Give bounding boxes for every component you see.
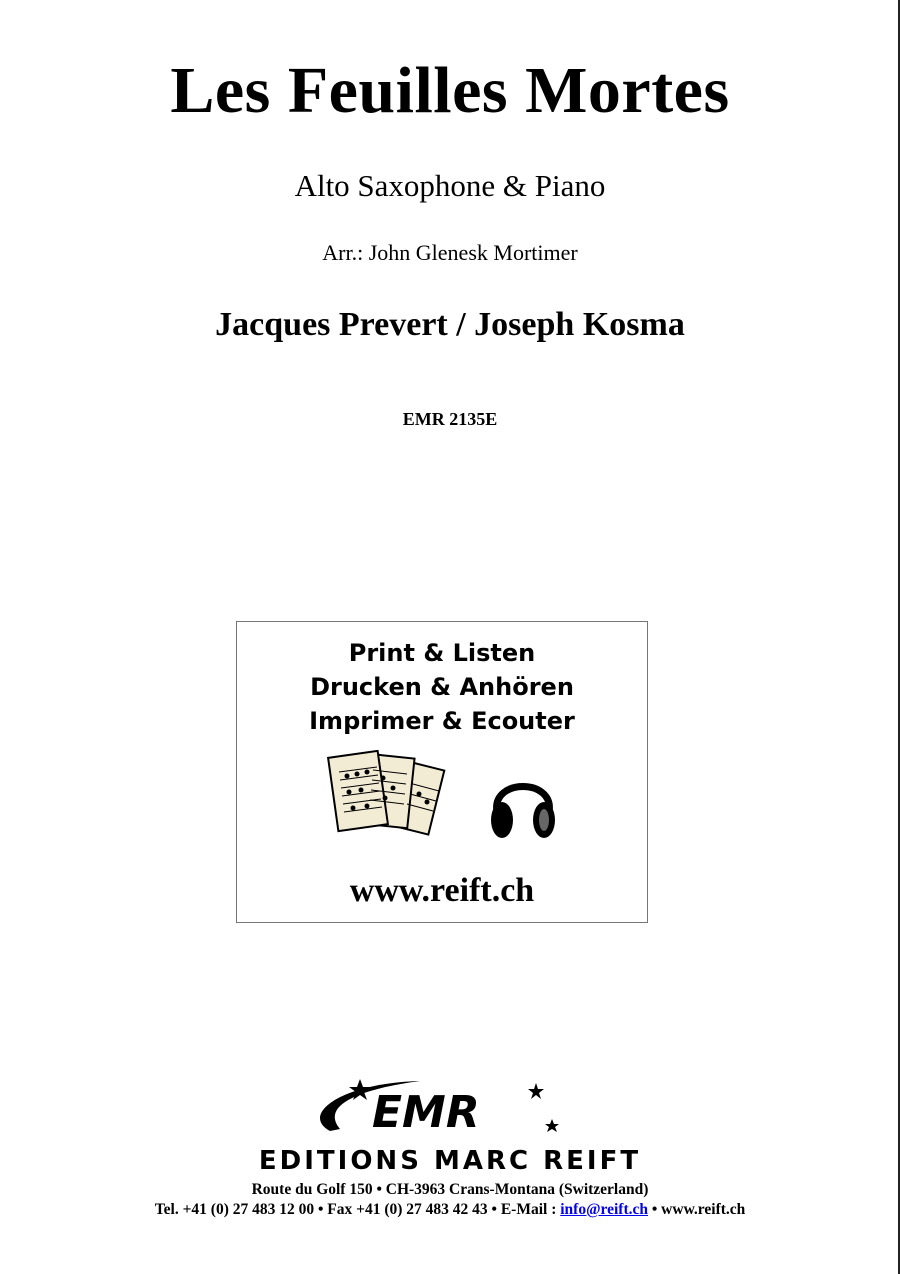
emr-logo: [300, 1075, 580, 1145]
headphones-icon: [487, 764, 559, 844]
instrumentation: Alto Saxophone & Piano: [294, 168, 606, 203]
contact-phone-fax: Tel. +41 (0) 27 483 12 00 • Fax +41 (0) 27 483 42 43 • E-Mail :: [154, 1201, 557, 1218]
contact-website: • www.reift.ch: [651, 1201, 746, 1218]
publisher-address: Route du Golf 150 • CH-3963 Crans-Montana (Switzerland): [251, 1181, 649, 1198]
publisher-contact: [0, 1202, 900, 1218]
promo-line-french: Imprimer & Ecouter: [309, 707, 575, 735]
sheet-music-icon: [327, 750, 455, 844]
emr-logo-text: EMR: [372, 1087, 480, 1138]
arranger-credit: Arr.: John Glenesk Mortimer: [322, 240, 578, 265]
promo-website[interactable]: www.reift.ch: [349, 872, 535, 909]
promo-line-german: Drucken & Anhören: [310, 673, 574, 701]
catalog-number: EMR 2135E: [402, 409, 498, 429]
page-title: Les Feuilles Mortes: [170, 54, 730, 127]
print-listen-box: [236, 621, 648, 923]
promo-line-english: Print & Listen: [348, 639, 536, 667]
email-link[interactable]: info@reift.ch: [560, 1201, 648, 1218]
publisher-name: EDITIONS MARC REIFT: [258, 1146, 642, 1176]
composer-credit: Jacques Prevert / Joseph Kosma: [215, 306, 685, 343]
